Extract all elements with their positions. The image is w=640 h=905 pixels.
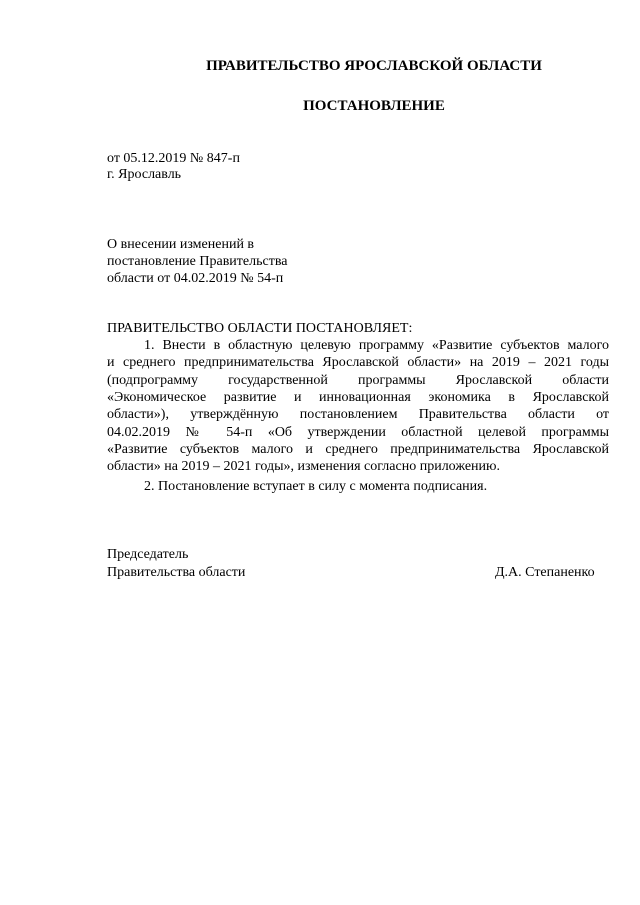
organization-title: ПРАВИТЕЛЬСТВО ЯРОСЛАВСКОЙ ОБЛАСТИ bbox=[206, 58, 542, 74]
paragraph-line: 04.02.2019 № 54-п «Об утверждении областной целевой программы bbox=[107, 425, 609, 440]
city: г. Ярославль bbox=[107, 167, 182, 182]
item-2-paragraph: 2. Постановление вступает в силу с момента подписания. bbox=[144, 479, 488, 494]
paragraph-line: «Экономическое развитие и инновационная экономика в Ярославской bbox=[107, 390, 609, 405]
signature-position: Председатель bbox=[107, 547, 189, 562]
subject-line: О внесении изменений в bbox=[107, 237, 255, 252]
preamble: ПРАВИТЕЛЬСТВО ОБЛАСТИ ПОСТАНОВЛЯЕТ: bbox=[107, 321, 413, 336]
paragraph-line: 1. Внести в областную целевую программу «Развитие субъектов малого bbox=[144, 338, 609, 353]
paragraph-line: «Развитие субъектов малого и среднего предпринимательства Ярославской bbox=[107, 442, 609, 457]
paragraph-line: области»), утверждённую постановлением Правительства области от bbox=[107, 407, 609, 422]
paragraph-line: и среднего предпринимательства Ярославской области» на 2019 – 2021 годы bbox=[107, 355, 609, 370]
signature-position: Правительства области bbox=[107, 565, 246, 580]
paragraph-line: области» на 2019 – 2021 годы», изменения согласно приложению. bbox=[107, 459, 500, 474]
signatory-name: Д.А. Степаненко bbox=[495, 565, 595, 580]
subject-line: постановление Правительства bbox=[107, 254, 288, 269]
document-type-title: ПОСТАНОВЛЕНИЕ bbox=[303, 98, 445, 114]
date-number: от 05.12.2019 № 847-п bbox=[107, 151, 240, 166]
paragraph-line: (подпрограмму государственной программы Ярославской области bbox=[107, 373, 609, 388]
subject-line: области от 04.02.2019 № 54-п bbox=[107, 271, 284, 286]
